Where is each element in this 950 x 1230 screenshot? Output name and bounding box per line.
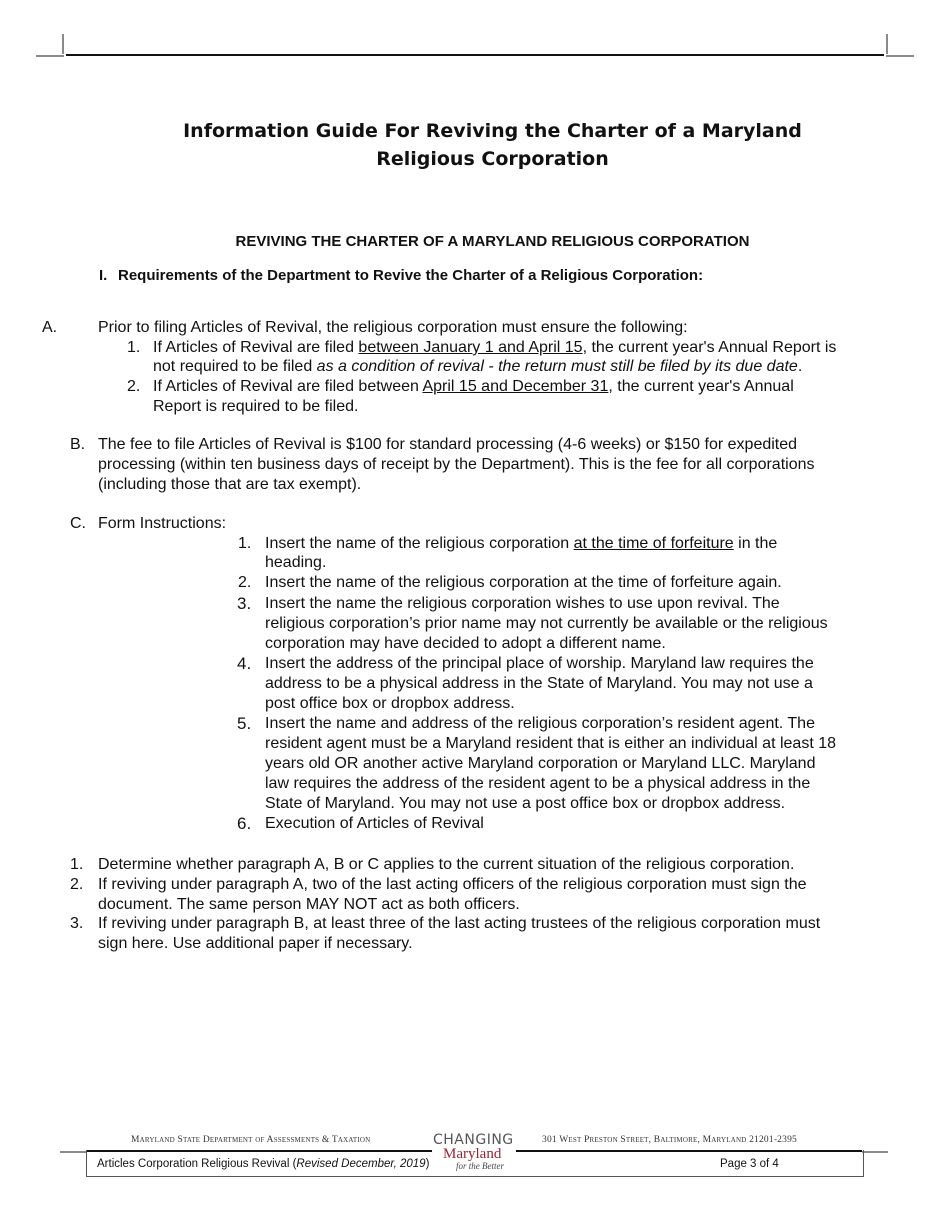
footer-crop-right	[862, 1151, 888, 1153]
c-item4-line1: Insert the address of the principal place of worship. Maryland law requires the	[265, 655, 814, 672]
paragraph-b-marker: B.	[70, 436, 86, 453]
c-item1-num: 1.	[238, 535, 252, 552]
paragraph-a-item2-num: 2.	[127, 378, 141, 395]
exec-item2-line2: document. The same person MAY NOT act as both officers.	[98, 896, 520, 913]
exec-item2-line1: If reviving under paragraph A, two of the last acting officers of the religious corporation must sign the	[98, 876, 807, 893]
paragraph-b-line1: The fee to file Articles of Revival is $100 for standard processing (4-6 weeks) or $150 for expedited	[98, 436, 798, 453]
c-item5-line3: years old OR another active Maryland corporation or Maryland LLC. Maryland	[265, 755, 816, 772]
c-item5-line5: State of Maryland. You may not use a post office box or dropbox address.	[265, 795, 786, 812]
logo-maryland: Maryland	[443, 1146, 502, 1162]
logo-changing: CHANGING	[433, 1132, 514, 1148]
exec-item2-num: 2.	[70, 876, 84, 893]
paragraph-a-item2-line1: If Articles of Revival are filed between April 15 and December 31, the current year's Annual	[153, 378, 794, 395]
c-item5-line2: resident agent must be a Maryland resident that is either an individual at least 18	[265, 735, 836, 752]
paragraph-a-text: Prior to filing Articles of Revival, the religious corporation must ensure the following:	[98, 319, 688, 336]
section-i-heading: Requirements of the Department to Revive the Charter of a Religious Corporation:	[118, 267, 704, 284]
document-title-line1: Information Guide For Reviving the Charter of a Maryland	[183, 120, 802, 142]
crop-mark-right-h	[886, 55, 914, 57]
c-item2-num: 2.	[238, 574, 252, 591]
document-title-line2: Religious Corporation	[376, 148, 609, 170]
paragraph-a-marker: A.	[42, 319, 58, 336]
paragraph-a-item1-num: 1.	[127, 339, 141, 356]
exec-item3-num: 3.	[70, 915, 84, 932]
c-item3-num: 3.	[237, 594, 252, 613]
exec-item3-line2: sign here. Use additional paper if necessary.	[98, 935, 413, 952]
c-item1-line1: Insert the name of the religious corporation at the time of forfeiture in the	[265, 535, 778, 552]
header-rule	[66, 54, 884, 56]
c-item5-line1: Insert the name and address of the religious corporation’s resident agent. The	[265, 715, 815, 732]
c-item1-line2: heading.	[265, 554, 327, 571]
logo-tagline: for the Better	[456, 1161, 504, 1171]
c-item3-line2: religious corporation’s prior name may not currently be available or the religious	[265, 615, 828, 632]
footer-address: 301 West Preston Street, Baltimore, Maryland 21201-2395	[542, 1135, 797, 1145]
crop-mark-left-h	[36, 55, 64, 57]
c-item6-num: 6.	[237, 814, 252, 833]
exec-item3-line1: If reviving under paragraph B, at least three of the last acting trustees of the religious corporation must	[98, 915, 821, 932]
date-range-jan-apr: between January 1 and April 15	[358, 339, 583, 356]
c-item5-line4: law requires the address of the resident agent to be a physical address in the	[265, 775, 811, 792]
paragraph-a-item2-line2: Report is required to be filed.	[153, 398, 359, 415]
footer-form-name: Articles Corporation Religious Revival (Revised December, 2019)	[97, 1158, 430, 1170]
exec-item1-text: Determine whether paragraph A, B or C applies to the current situation of the religious corporation.	[98, 856, 795, 873]
paragraph-c-marker: C.	[70, 515, 86, 532]
c-item5-num: 5.	[237, 714, 252, 733]
c-item3-line1: Insert the name the religious corporation wishes to use upon revival. The	[265, 595, 780, 612]
footer-department: Maryland State Department of Assessments & Taxation	[131, 1135, 371, 1145]
crop-mark-left	[62, 34, 64, 54]
forfeiture-underline: at the time of forfeiture	[573, 535, 734, 552]
crop-mark-right	[886, 34, 888, 54]
c-item4-num: 4.	[237, 654, 252, 673]
c-item4-line2: address to be a physical address in the State of Maryland. You may not use a	[265, 675, 813, 692]
section-heading: REVIVING THE CHARTER OF A MARYLAND RELIGIOUS CORPORATION	[235, 233, 750, 250]
c-item6-text: Execution of Articles of Revival	[265, 815, 484, 832]
paragraph-a-item1-line1: If Articles of Revival are filed between January 1 and April 15, the current year's Annual Report is	[153, 339, 837, 356]
section-i-marker: I.	[99, 267, 108, 284]
paragraph-b-line2: processing (within ten business days of receipt by the Department). This is the fee for all corporations	[98, 456, 815, 473]
paragraph-c-text: Form Instructions:	[98, 515, 227, 532]
footer-crop-left	[60, 1151, 86, 1153]
paragraph-b-line3: (including those that are tax exempt).	[98, 476, 362, 493]
c-item2-text: Insert the name of the religious corporation at the time of forfeiture again.	[265, 574, 782, 591]
footer-page-number: Page 3 of 4	[720, 1158, 779, 1170]
exec-item1-num: 1.	[70, 856, 84, 873]
paragraph-a-item1-line2: not required to be filed as a condition of revival - the return must still be filed by its due date.	[153, 358, 803, 375]
date-range-apr-dec: April 15 and December 31	[422, 378, 609, 395]
c-item4-line3: post office box or dropbox address.	[265, 695, 515, 712]
c-item3-line3: corporation may have decided to adopt a different name.	[265, 635, 666, 652]
